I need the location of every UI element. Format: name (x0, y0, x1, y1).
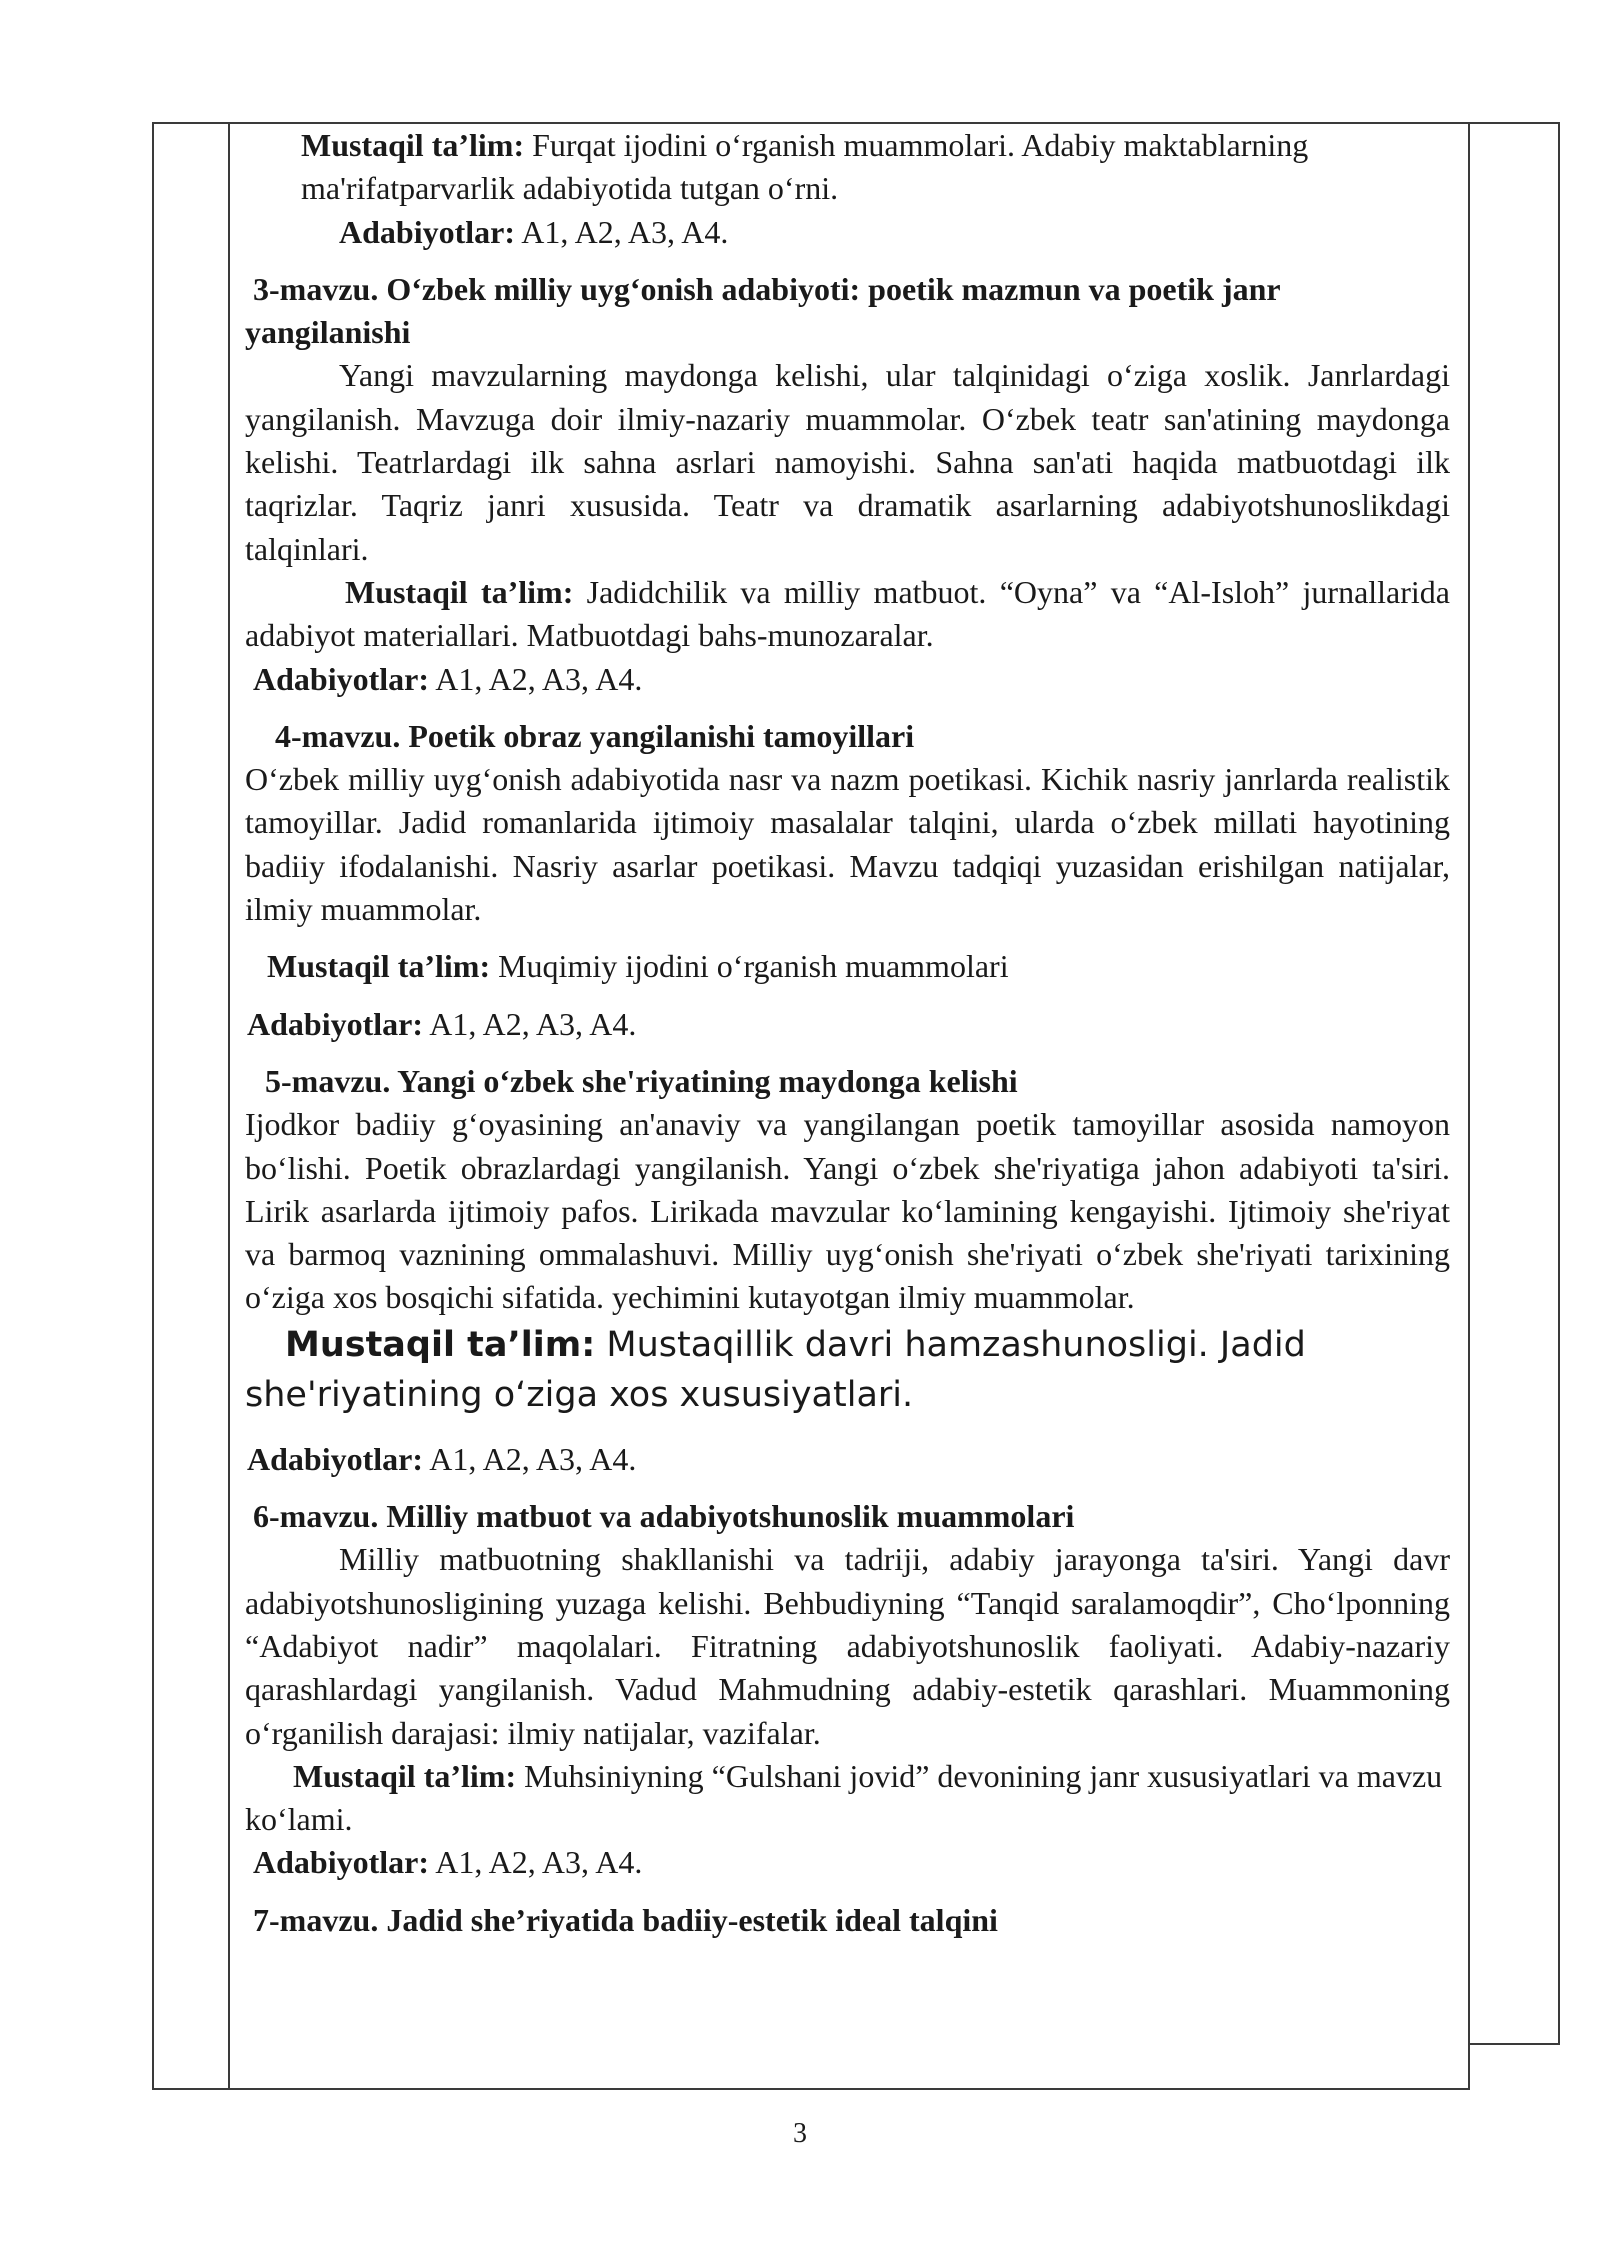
topic-heading: 4-mavzu. Poetik obraz yangilanishi tamoyillari (275, 717, 915, 754)
independent-study-text: Mustaqillik davri hamzashunosligi. Jadid she'riyatining o‘ziga xos xususiyatlari. (245, 1324, 1306, 1415)
table-border-right (1558, 122, 1560, 2044)
independent-study-paragraph (245, 571, 1450, 658)
independent-study-text: Furqat ijodini o‘rganish muammolari. Adabiy maktablarning ma'rifatparvarlik adabiyotida tutgan o‘rni. (301, 127, 1309, 207)
references-text: A1, A2, A3, A4. (423, 1005, 637, 1042)
references-text: A1, A2, A3, A4. (423, 1440, 637, 1477)
references-line (245, 211, 1450, 254)
table-column-divider-right (1468, 122, 1470, 2090)
independent-study-label: Mustaqil ta’lim: (267, 948, 491, 985)
topic-heading: 3-mavzu. O‘zbek milliy uyg‘onish adabiyoti: poetik mazmun va poetik janr yangilanishi (245, 270, 1281, 351)
topic-description: Ijodkor badiiy g‘oyasining an'anaviy va yangilangan poetik tamoyillar asosida namoyon bo‘lishi. Poetik obrazlardagi yangilanish. Yangi o‘zbek she'riyatiga jahon adabiyoti ta'siri. Lirik asarlarda ijtimoiy pafos. Lirikada mavzular ko‘lamining kengayishi. Ijtimoiy she'riyat va barmoq vaznining ommalashuvi. Milliy uyg‘onish she'riyati o‘zbek she'riyati tarixining o‘ziga xos bosqichi sifatida. yechimini kutayotgan ilmiy muammolar. (245, 1106, 1450, 1316)
topic-heading: 5-mavzu. Yangi o‘zbek she'riyatining maydonga kelishi (265, 1062, 1018, 1099)
table-border-bottom (152, 2088, 1470, 2090)
independent-study-label: Mustaqil ta’lim: (345, 573, 574, 610)
references-line (245, 1003, 1450, 1046)
independent-study-text: Muhsiniyning “Gulshani jovid” devonining janr xususiyatlari va mavzu ko‘lami. (245, 1757, 1443, 1838)
references-line (245, 1438, 1450, 1481)
topic-description: Milliy matbuotning shakllanishi va tadriji, adabiy jarayonga ta'siri. Yangi davr adabiyotshunosligining yuzaga kelishi. Behbudiyning “Tanqid saralamoqdir”, Cho‘lponning “Adabiyot nadir” maqolalari. Fitratning adabiyotshunoslik faoliyati. Adabiy-nazariy qarashlardagi yangilanish. Vadud Mahmudning adabiy-estetik qarashlari. Muammoning o‘rganilish darajasi: ilmiy natijalar, vazifalar. (245, 1541, 1450, 1751)
references-text: A1, A2, A3, A4. (429, 660, 643, 697)
table-border-left (152, 122, 154, 2090)
independent-study-label: Mustaqil ta’lim: (301, 127, 525, 163)
references-label: Adabiyotlar: (247, 1440, 423, 1477)
independent-study-paragraph (245, 945, 1450, 988)
references-label: Adabiyotlar: (253, 660, 429, 697)
independent-study-label: Mustaqil ta’lim: (285, 1324, 596, 1365)
table-content-cell (245, 124, 1450, 1942)
topic-description: Yangi mavzularning maydonga kelishi, ular talqinidagi o‘ziga xoslik. Janrlardagi yangilanish. Mavzuga doir ilmiy-nazariy muammolar. O‘zbek teatr san'atining maydonga kelishi. Teatrlardagi ilk sahna asrlari namoyishi. Sahna san'ati haqida matbuotdagi ilk taqrizlar. Taqriz janri xususida. Teatr va dramatik asarlarning adabiyotshunoslikdagi talqinlari. (245, 357, 1450, 567)
references-label: Adabiyotlar: (253, 1844, 429, 1881)
independent-study-text: Muqimiy ijodini o‘rganish muammolari (490, 948, 1009, 985)
page-number: 3 (793, 2118, 807, 2149)
references-text: A1, A2, A3, A4. (515, 213, 729, 250)
references-line (245, 1841, 1450, 1884)
topic-description: O‘zbek milliy uyg‘onish adabiyotida nasr va nazm poetikasi. Kichik nasriy janrlarda realistik tamoyillar. Jadid romanlarida ijtimoiy masalalar talqini, ularda o‘zbek millati hayotining badiiy ifodalanishi. Nasriy asarlar poetikasi. Mavzu tadqiqi yuzasidan erishilgan natijalar, ilmiy muammolar. (245, 761, 1450, 928)
table-row-divider-right (1468, 2043, 1560, 2045)
references-line (245, 658, 1450, 701)
table-column-divider (228, 122, 230, 2090)
independent-study-paragraph (245, 1320, 1450, 1420)
topic-heading: 7-mavzu. Jadid she’riyatida badiiy-estetik ideal talqini (253, 1901, 998, 1938)
references-label: Adabiyotlar: (247, 1005, 423, 1042)
independent-study-text: Jadidchilik va milliy matbuot. “Oyna” va “Al-Isloh” jurnallarida adabiyot materiallari. Matbuotdagi bahs-munozaralar. (245, 573, 1451, 654)
independent-study-label: Mustaqil ta’lim: (293, 1757, 517, 1794)
topic-heading: 6-mavzu. Milliy matbuot va adabiyotshunoslik muammolari (253, 1498, 1075, 1535)
references-text: A1, A2, A3, A4. (429, 1844, 643, 1881)
independent-study-paragraph (245, 124, 1450, 211)
independent-study-paragraph (245, 1755, 1450, 1842)
references-label: Adabiyotlar: (339, 213, 515, 250)
